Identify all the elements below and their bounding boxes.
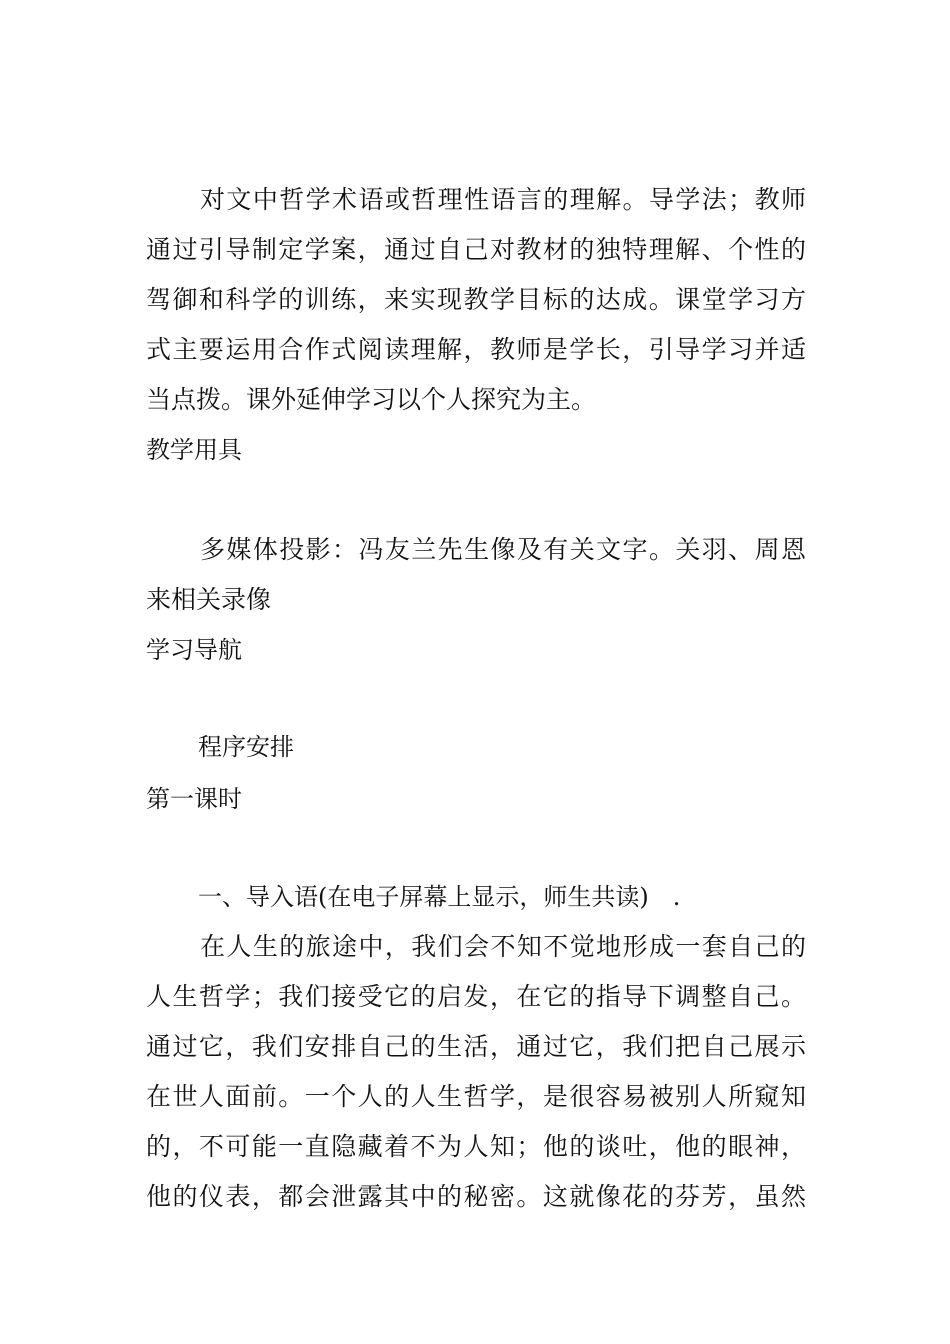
paragraph-line: 的，不可能一直隐藏着不为人知；他的谈吐，他的眼神，: [146, 1132, 806, 1161]
section-heading-lesson1: 第一课时: [146, 785, 242, 813]
paragraph-line: 当点拨。课外延伸学习以个人探究为主。: [146, 385, 597, 414]
paragraph-line: 人生哲学；我们接受它的启发，在它的指导下调整自己。: [146, 982, 806, 1011]
intro-heading: 一、导入语(在电子屏幕上显示，师生共读) .: [198, 883, 681, 911]
section-heading-guide: 学习导航: [146, 636, 242, 664]
paragraph-line: 来相关录像: [146, 585, 272, 614]
paragraph-line: 通过引导制定学案，通过自己对教材的独特理解、个性的: [146, 235, 806, 264]
paragraph-line: 通过它，我们安排自己的生活，通过它，我们把自己展示: [146, 1032, 806, 1061]
paragraph-line: 驾御和科学的训练，来实现教学目标的达成。课堂学习方: [146, 285, 806, 314]
section-heading-tools: 教学用具: [146, 436, 242, 464]
paragraph-line: 他的仪表，都会泄露其中的秘密。这就像花的芬芳，虽然: [146, 1182, 806, 1211]
paragraph-line: 对文中哲学术语或哲理性语言的理解。导学法；教师: [200, 185, 806, 214]
paragraph-line: 式主要运用合作式阅读理解，教师是学长，引导学习并适: [146, 335, 806, 364]
paragraph-line: 在世人面前。一个人的人生哲学，是很容易被别人所窥知: [146, 1082, 806, 1111]
paragraph-line: 在人生的旅途中，我们会不知不觉地形成一套自己的: [200, 932, 806, 961]
section-heading-procedure: 程序安排: [198, 733, 294, 761]
paragraph-line: 多媒体投影：冯友兰先生像及有关文字。关羽、周恩: [200, 535, 806, 564]
